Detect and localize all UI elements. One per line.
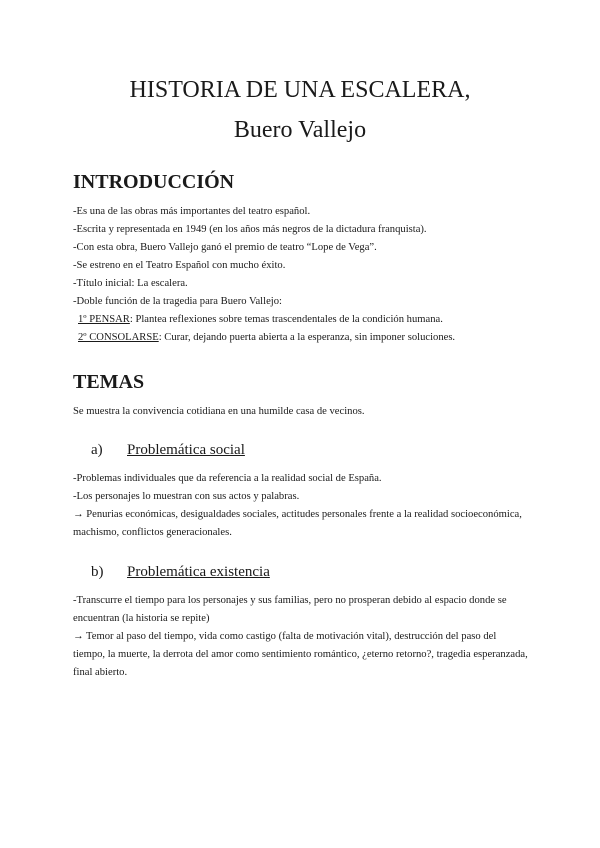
document-author: Buero Vallejo xyxy=(233,117,367,143)
intro-line: -Con esta obra, Buero Vallejo ganó el premio de teatro “Lope de Vega”. xyxy=(73,242,377,253)
temas-intro: Se muestra la convivencia cotidiana en una humilde casa de vecinos. xyxy=(73,406,365,417)
document-title: HISTORIA DE UNA ESCALERA, xyxy=(129,77,471,103)
intro-line: -Se estreno en el Teatro Español con mucho éxito. xyxy=(73,260,286,271)
subsection-letter: a) xyxy=(91,442,103,458)
subsection-letter: b) xyxy=(91,564,104,580)
funcion-label: 1º PENSAR xyxy=(78,314,130,325)
subsection-heading-existencia xyxy=(91,563,391,583)
intro-line: -Es una de las obras más importantes del teatro español. xyxy=(73,206,311,217)
funcion-text: : Plantea reflexiones sobre temas trascendentales de la condición humana. xyxy=(129,314,443,325)
section-heading-temas: TEMAS xyxy=(73,371,145,393)
subsection-title: Problemática social xyxy=(127,442,245,458)
subsection-heading-social xyxy=(91,441,391,461)
social-arrow-line: → Penurias económicas, desigualdades sociales, actitudes personales frente a la realidad socioeconómica, machismo, conflictos generacionales. xyxy=(73,509,522,538)
section-heading-introduccion: INTRODUCCIÓN xyxy=(73,171,235,193)
funcion-text: : Curar, dejando puerta abierta a la esperanza, sin imponer soluciones. xyxy=(158,332,456,343)
existencia-paragraph: -Transcurre el tiempo para los personajes y sus familias, pero no prosperan debido al espacio donde se encuentran (la historia se repite) xyxy=(73,595,507,624)
intro-line: -Doble función de la tragedia para Buero Vallejo: xyxy=(73,296,282,307)
social-line: -Los personajes lo muestran con sus actos y palabras. xyxy=(73,491,300,502)
existencia-arrow-paragraph: → Temor al paso del tiempo, vida como castigo (falta de motivación vital), destrucción del paso del tiempo, la muerte, la derrota del amor como sentimiento romántico, ¿eterno retorno?, tragedia esperanzada, final abierto. xyxy=(73,631,528,678)
funcion-item xyxy=(78,331,455,345)
intro-line: -Título inicial: La escalera. xyxy=(73,278,188,289)
funcion-item xyxy=(78,313,443,327)
funcion-label: 2º CONSOLARSE xyxy=(78,332,159,343)
intro-line: -Escrita y representada en 1949 (en los años más negros de la dictadura franquista). xyxy=(73,224,427,235)
social-line: -Problemas individuales que da referencia a la realidad social de España. xyxy=(73,473,382,484)
subsection-title: Problemática existencia xyxy=(127,564,270,580)
